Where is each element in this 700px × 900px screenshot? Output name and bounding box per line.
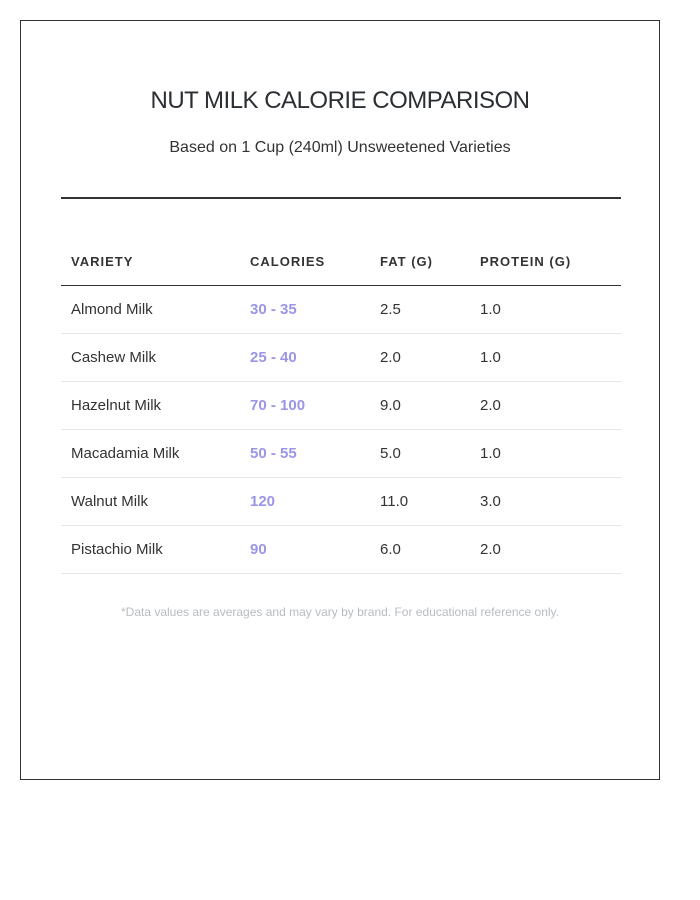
footnote: *Data values are averages and may vary by brand. For educational reference only.	[120, 605, 560, 619]
cell-fat: 2.5	[370, 286, 470, 334]
cell-protein: 1.0	[470, 430, 621, 478]
table-row	[61, 382, 621, 430]
cell-protein: 2.0	[470, 382, 621, 430]
cell-protein: 1.0	[470, 286, 621, 334]
cell-variety: Walnut Milk	[61, 478, 240, 526]
cell-fat: 9.0	[370, 382, 470, 430]
header-divider	[61, 197, 621, 199]
cell-protein: 3.0	[470, 478, 621, 526]
cell-calories: 25 - 40	[240, 334, 370, 382]
comparison-card	[20, 20, 660, 780]
table-row	[61, 478, 621, 526]
cell-variety: Almond Milk	[61, 286, 240, 334]
column-header-calories: CALORIES	[240, 237, 370, 286]
cell-protein: 1.0	[470, 334, 621, 382]
table-row	[61, 286, 621, 334]
nut-milk-table	[61, 237, 621, 574]
page-subtitle: Based on 1 Cup (240ml) Unsweetened Varieties	[169, 139, 511, 156]
cell-variety: Macadamia Milk	[61, 430, 240, 478]
table-row	[61, 526, 621, 574]
cell-variety: Pistachio Milk	[61, 526, 240, 574]
table-row	[61, 430, 621, 478]
column-header-variety: VARIETY	[61, 237, 240, 286]
cell-variety: Cashew Milk	[61, 334, 240, 382]
cell-calories: 90	[240, 526, 370, 574]
cell-calories: 70 - 100	[240, 382, 370, 430]
column-header-fat: FAT (G)	[370, 237, 470, 286]
cell-fat: 11.0	[370, 478, 470, 526]
cell-calories: 30 - 35	[240, 286, 370, 334]
table-row	[61, 334, 621, 382]
cell-fat: 5.0	[370, 430, 470, 478]
column-header-protein: PROTEIN (G)	[470, 237, 621, 286]
page-title: NUT MILK CALORIE COMPARISON	[150, 87, 530, 114]
cell-variety: Hazelnut Milk	[61, 382, 240, 430]
table-header-row	[61, 237, 621, 286]
cell-calories: 50 - 55	[240, 430, 370, 478]
cell-fat: 6.0	[370, 526, 470, 574]
cell-fat: 2.0	[370, 334, 470, 382]
cell-calories: 120	[240, 478, 370, 526]
cell-protein: 2.0	[470, 526, 621, 574]
